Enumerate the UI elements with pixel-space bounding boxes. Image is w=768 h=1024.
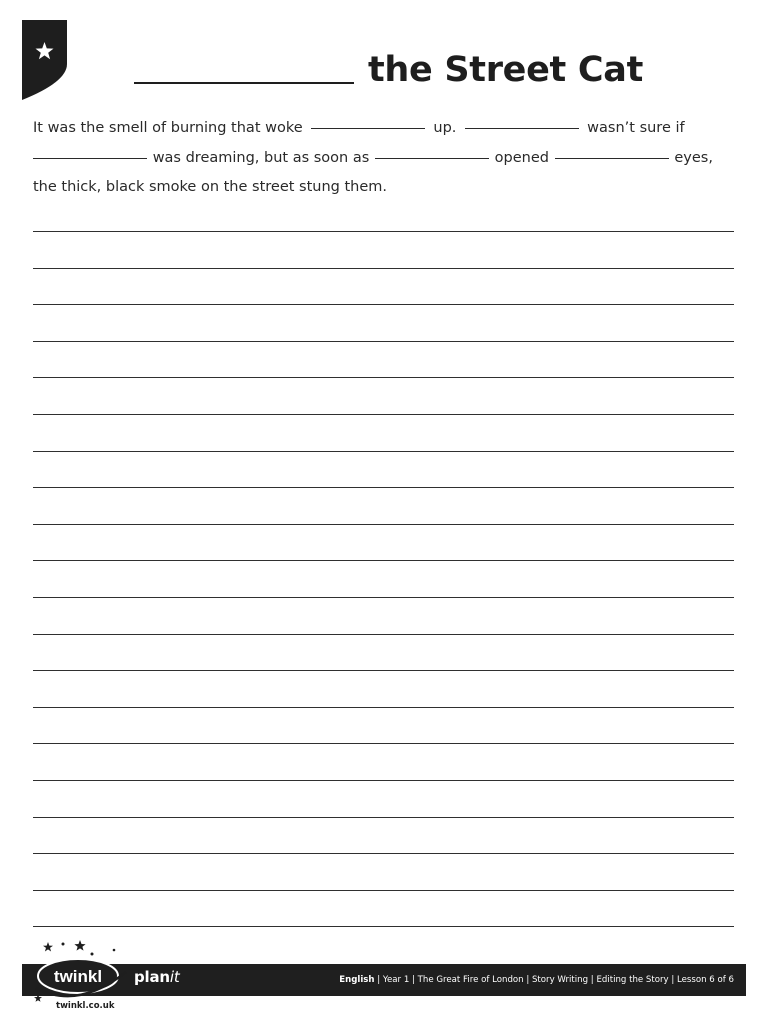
writing-line[interactable] — [33, 487, 734, 488]
title-row — [134, 44, 734, 92]
writing-line[interactable] — [33, 634, 734, 635]
passage-text: wasn’t sure if — [587, 120, 685, 136]
fill-in-blank[interactable] — [375, 158, 489, 159]
fill-in-blank[interactable] — [33, 158, 147, 159]
footer-breadcrumb — [339, 964, 734, 996]
passage-line-1 — [33, 114, 713, 144]
breadcrumb-rest: | Year 1 | The Great Fire of London | Story Writing | Editing the Story | Lesson 6 of 6 — [374, 975, 734, 985]
writing-line[interactable] — [33, 341, 734, 342]
writing-line[interactable] — [33, 597, 734, 598]
fill-in-blank[interactable] — [311, 128, 425, 129]
writing-line[interactable] — [33, 926, 734, 927]
writing-line[interactable] — [33, 817, 734, 818]
planit-logo: planit — [134, 968, 180, 986]
passage-text: It was the smell of burning that woke — [33, 120, 303, 136]
writing-line[interactable] — [33, 853, 734, 854]
writing-line[interactable] — [33, 560, 734, 561]
fill-in-blank[interactable] — [465, 128, 579, 129]
passage-text: was dreaming, but as soon as — [152, 149, 370, 166]
passage-line-3 — [33, 173, 713, 203]
writing-line[interactable] — [33, 268, 734, 269]
writing-line[interactable] — [33, 414, 734, 415]
writing-line[interactable] — [33, 304, 734, 305]
subject-label: English — [339, 975, 375, 985]
story-passage — [33, 114, 713, 203]
passage-text: eyes, — [674, 149, 713, 166]
writing-line[interactable] — [33, 780, 734, 781]
website-url[interactable]: twinkl.co.uk — [56, 1001, 115, 1011]
writing-line[interactable] — [33, 524, 734, 525]
passage-text: the thick, black smoke on the street stung them. — [33, 179, 388, 195]
writing-line[interactable] — [33, 890, 734, 891]
writing-line[interactable] — [33, 670, 734, 671]
writing-line[interactable] — [33, 743, 734, 744]
writing-line[interactable] — [33, 707, 734, 708]
writing-line[interactable] — [33, 231, 734, 232]
page-title: the Street Cat — [368, 50, 643, 90]
svg-text:twinkl: twinkl — [53, 967, 103, 986]
writing-line[interactable] — [33, 377, 734, 378]
passage-line-2 — [33, 144, 713, 174]
writing-line[interactable] — [33, 451, 734, 452]
passage-text: up. — [433, 120, 457, 136]
passage-text: opened — [494, 149, 549, 166]
title-blank[interactable] — [134, 82, 354, 84]
corner-star-tab — [22, 20, 67, 100]
fill-in-blank[interactable] — [555, 158, 669, 159]
